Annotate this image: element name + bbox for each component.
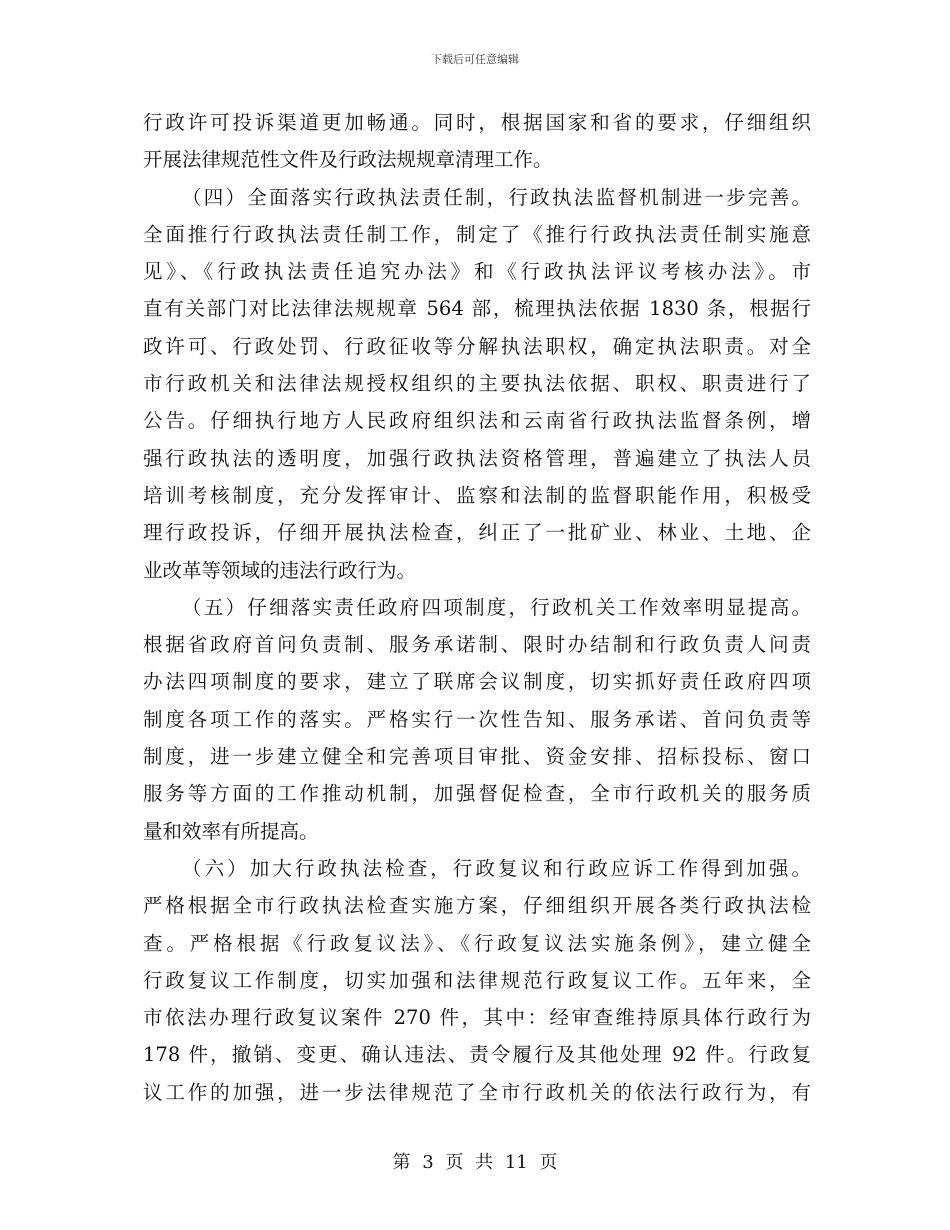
text-line: 市依法办理行政复议案件 270 件，其中：经审查维持原具体行政行为: [143, 1006, 811, 1030]
text-line: 量和效率有所提高。: [143, 819, 319, 843]
text-line: 议工作的加强，进一步法律规范了全市行政机关的依法行政行为，有: [143, 1080, 811, 1104]
text-line: 制度，进一步建立健全和完善项目审批、资金安排、招标投标、窗口: [143, 745, 811, 769]
text-line: （四）全面落实行政执法责任制，行政执法监督机制进一步完善。: [182, 185, 811, 209]
text-line: 培训考核制度，充分发挥审计、监察和法制的监督职能作用，积极受: [143, 483, 811, 507]
text-line: 根据省政府首问负责制、服务承诺制、限时办结制和行政负责人问责: [143, 633, 811, 657]
text-line: 全面推行行政执法责任制工作，制定了《推行行政执法责任制实施意: [143, 222, 811, 246]
text-line: 公告。仔细执行地方人民政府组织法和云南省行政执法监督条例，增: [143, 409, 811, 433]
text-line: 服务等方面的工作推动机制，加强督促检查，全市行政机关的服务质: [143, 782, 811, 806]
text-line: 178 件，撤销、变更、确认违法、责令履行及其他处理 92 件。行政复: [143, 1043, 811, 1067]
document-body: [143, 104, 811, 1111]
text-line: 见》、《行政执法责任追究办法》和《行政执法评议考核办法》。市: [143, 260, 811, 284]
text-line: 政许可、行政处罚、行政征收等分解执法职权，确定执法职责。对全: [143, 334, 811, 358]
text-line: 直有关部门对比法律法规规章 564 部，梳理执法依据 1830 条，根据行: [143, 297, 811, 321]
text-line: 开展法律规范性文件及行政法规规章清理工作。: [143, 148, 553, 172]
text-line: 行政复议工作制度，切实加强和法律规范行政复议工作。五年来，全: [143, 968, 811, 992]
text-line: 严格根据全市行政执法检查实施方案，仔细组织开展各类行政执法检: [143, 894, 811, 918]
page-header-note: 下载后可任意编辑: [431, 53, 519, 66]
page-number-footer: 第 3 页 共 11 页: [392, 1152, 558, 1173]
text-line: （六）加大行政执法检查，行政复议和行政应诉工作得到加强。: [182, 856, 811, 880]
text-line: 市行政机关和法律法规授权组织的主要执法依据、职权、职责进行了: [143, 372, 811, 396]
text-line: 行政许可投诉渠道更加畅通。同时，根据国家和省的要求，仔细组织: [143, 111, 811, 134]
text-line: 制度各项工作的落实。严格实行一次性告知、服务承诺、首问负责等: [143, 707, 811, 731]
text-line: 理行政投诉，仔细开展执法检查，纠正了一批矿业、林业、土地、企: [143, 521, 811, 545]
text-line: 查。严格根据《行政复议法》、《行政复议法实施条例》，建立健全: [143, 931, 811, 955]
text-line: 业改革等领域的违法行政行为。: [143, 558, 417, 582]
text-line: 强行政执法的透明度，加强行政执法资格管理，普遍建立了执法人员: [143, 446, 811, 470]
text-line: 办法四项制度的要求，建立了联席会议制度，切实抓好责任政府四项: [143, 670, 811, 694]
text-line: （五）仔细落实责任政府四项制度，行政机关工作效率明显提高。: [182, 595, 811, 619]
